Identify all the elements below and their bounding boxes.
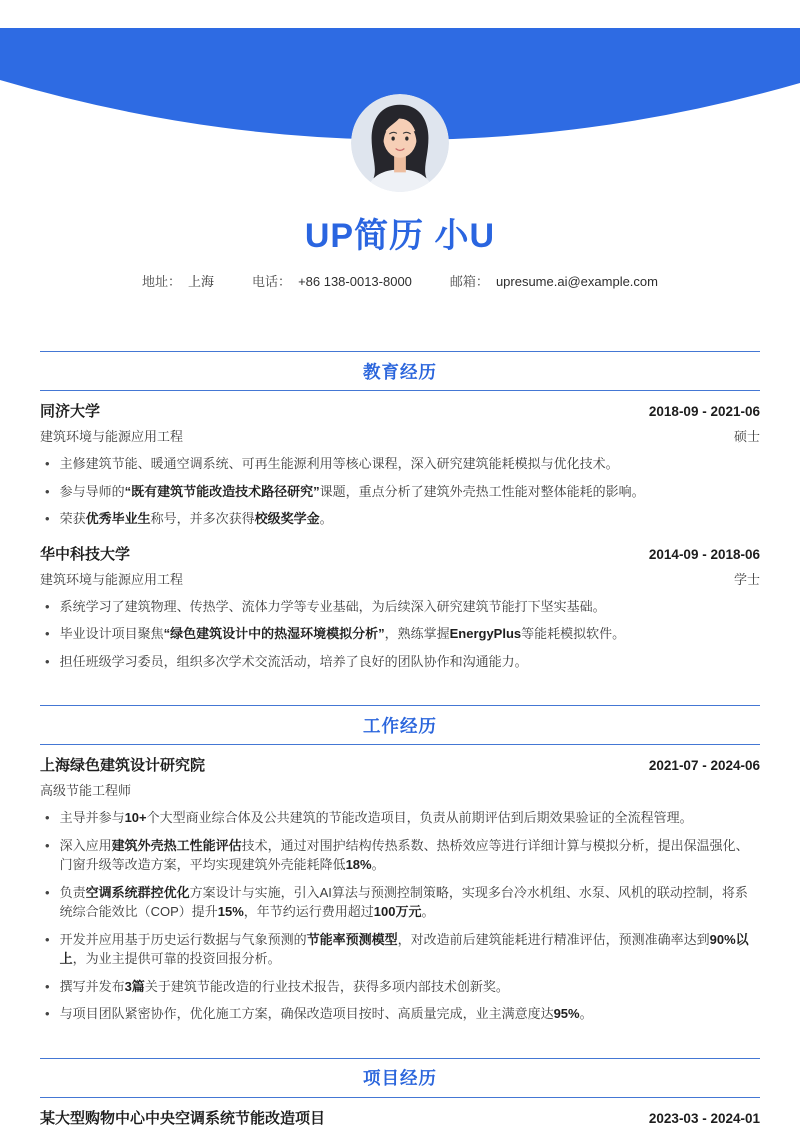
experience-item <box>40 1107 760 1128</box>
bullet-item <box>40 597 760 617</box>
item-bullets <box>40 454 760 529</box>
bullet-item <box>40 454 760 474</box>
bullet-dot-icon: • <box>45 931 50 947</box>
item-bullets <box>40 808 760 1024</box>
item-subtitle: 建筑环境与能源应用工程 <box>40 429 184 444</box>
section-items <box>40 400 760 671</box>
item-date: 2014-09 - 2018-06 <box>648 546 760 562</box>
item-subrow <box>40 426 760 445</box>
item-subrow <box>40 780 760 799</box>
experience-item <box>40 543 760 672</box>
section-header <box>40 1058 760 1098</box>
bullet-text: 毕业设计项目聚焦“绿色建筑设计中的热湿环境模拟分析”，熟练掌握EnergyPlus等能耗模拟软件。 <box>59 626 626 641</box>
bullet-item <box>40 652 760 672</box>
contact-email-value: upresume.ai@example.com <box>495 274 658 289</box>
experience-item <box>40 400 760 529</box>
experience-item <box>40 754 760 1024</box>
contact-address-value: 上海 <box>188 274 215 289</box>
resume-sections <box>40 351 760 1128</box>
bullet-text: 撰写并发布3篇关于建筑节能改造的行业技术报告，获得多项内部技术创新奖。 <box>59 978 509 994</box>
section-header <box>40 351 760 391</box>
bullet-dot-icon: • <box>45 598 50 614</box>
contact-phone-value: +86 138-0013-8000 <box>298 274 412 289</box>
bullet-text: 开发并应用基于历史运行数据与气象预测的节能率预测模型，对改造前后建筑能耗进行精准评估，预测准确率达到90%以上，为业主提供可靠的投资回报分析。 <box>59 931 749 966</box>
item-subtitle: 高级节能工程师 <box>40 783 132 798</box>
bullet-item <box>40 836 760 875</box>
bullet-text: 担任班级学习委员，组织多次学术交流活动，培养了良好的团队协作和沟通能力。 <box>59 653 528 669</box>
item-subtitle: 建筑环境与能源应用工程 <box>40 571 184 587</box>
resume-section <box>40 351 760 671</box>
bullet-dot-icon: • <box>45 1006 50 1021</box>
section-items <box>40 754 760 1024</box>
contact-phone <box>252 271 412 290</box>
item-title-row <box>40 754 760 775</box>
item-title: 上海绿色建筑设计研究院 <box>40 757 206 774</box>
item-side-note: 硕士 <box>733 429 760 444</box>
item-title: 某大型购物中心中央空调系统节能改造项目 <box>40 1109 326 1127</box>
item-bullets <box>40 597 760 672</box>
bullet-text: 负责空调系统群控优化方案设计与实施，引入AI算法与预测控制策略，实现多台冷水机组、水泵、风机的联动控制，将系统综合能效比（COP）提升15%，年节约运行费用超过100万元。 <box>59 884 748 919</box>
section-title: 教育经历 <box>363 361 437 382</box>
bullet-item <box>40 1004 760 1024</box>
bullet-text: 系统学习了建筑物理、传热学、流体力学等专业基础，为后续深入研究建筑节能打下坚实基础。 <box>59 598 606 614</box>
contact-email <box>450 271 658 290</box>
bullet-item <box>40 808 760 828</box>
bullet-item <box>40 624 760 644</box>
item-side-note: 学士 <box>733 571 760 587</box>
contact-phone-label: 电话： <box>252 274 292 289</box>
bullet-item <box>40 977 760 997</box>
resume-section <box>40 1058 760 1128</box>
bullet-text: 参与导师的“既有建筑节能改造技术路径研究”课题，重点分析了建筑外壳热工性能对整体能耗的影响。 <box>59 483 645 499</box>
bullet-item <box>40 482 760 502</box>
contact-row <box>0 271 800 290</box>
item-title-row <box>40 1107 760 1128</box>
item-date: 2018-09 - 2021-06 <box>648 404 760 419</box>
bullet-dot-icon: • <box>45 456 50 471</box>
avatar-portrait-illustration <box>351 94 449 192</box>
bullet-item <box>40 509 760 529</box>
bullet-dot-icon: • <box>45 884 50 900</box>
bullet-dot-icon: • <box>45 511 50 526</box>
contact-address-label: 地址： <box>142 274 182 289</box>
bullet-dot-icon: • <box>45 837 50 853</box>
item-title: 华中科技大学 <box>40 545 131 563</box>
avatar <box>351 94 449 192</box>
item-title-row <box>40 400 760 421</box>
bullet-dot-icon: • <box>45 978 50 994</box>
section-title: 工作经历 <box>363 715 437 736</box>
item-date: 2021-07 - 2024-06 <box>648 758 760 773</box>
contact-email-label: 邮箱： <box>449 274 489 289</box>
bullet-item <box>40 883 760 922</box>
bullet-dot-icon: • <box>45 483 50 499</box>
bullet-dot-icon: • <box>45 653 50 669</box>
item-title: 同济大学 <box>40 403 101 420</box>
resume-header <box>0 0 800 300</box>
item-title-row <box>40 543 760 564</box>
bullet-dot-icon: • <box>45 810 50 825</box>
bullet-item <box>40 930 760 969</box>
bullet-dot-icon: • <box>45 626 50 641</box>
bullet-text: 主导并参与10+个大型商业综合体及公共建筑的节能改造项目，负责从前期评估到后期效果验证的全流程管理。 <box>59 810 693 825</box>
bullet-text: 深入应用建筑外壳热工性能评估技术，通过对围护结构传热系数、热桥效应等进行详细计算与模拟分析，提出保温强化、门窗升级等改造方案，平均实现建筑外壳能耗降低18%。 <box>59 837 749 872</box>
section-header <box>40 705 760 745</box>
contact-address <box>142 271 214 290</box>
bullet-text: 荣获优秀毕业生称号，并多次获得校级奖学金。 <box>59 511 333 526</box>
section-title: 项目经历 <box>363 1068 437 1088</box>
candidate-name: UP简历 小U <box>304 217 496 255</box>
item-date: 2023-03 - 2024-01 <box>648 1110 760 1126</box>
bullet-text: 主修建筑节能、暖通空调系统、可再生能源利用等核心课程，深入研究建筑能耗模拟与优化技术。 <box>59 456 619 471</box>
resume-section <box>40 705 760 1024</box>
bullet-text: 与项目团队紧密协作，优化施工方案，确保改造项目按时、高质量完成，业主满意度达95%。 <box>59 1006 593 1021</box>
section-items <box>40 1107 760 1128</box>
item-subrow <box>40 569 760 588</box>
